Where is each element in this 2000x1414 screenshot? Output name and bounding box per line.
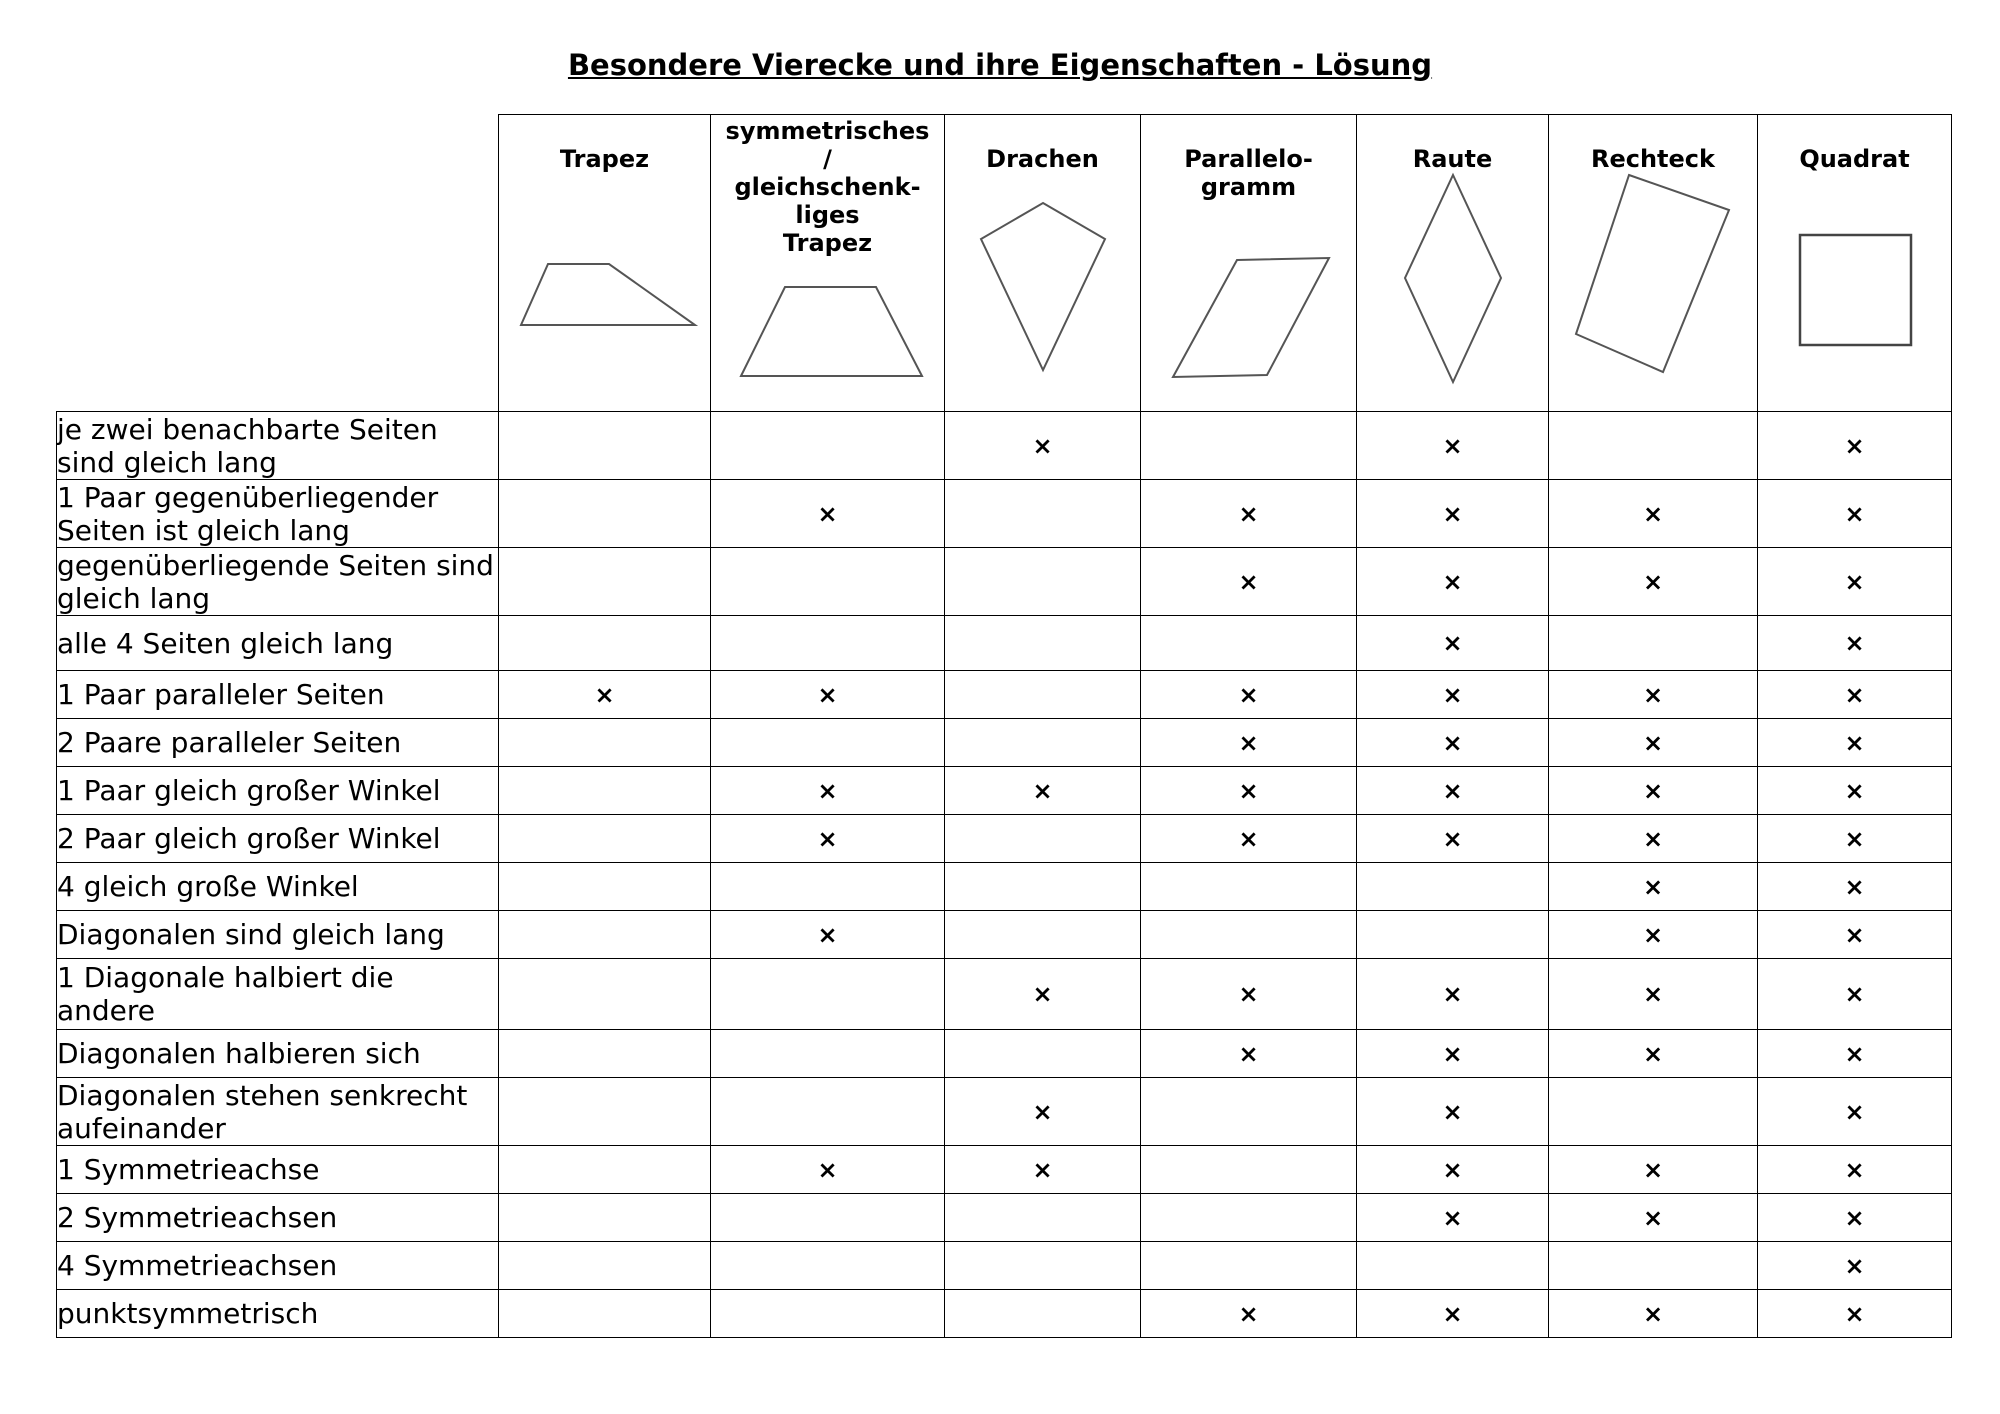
mark-cell <box>945 911 1141 959</box>
cross-mark-icon: × <box>1844 824 1865 853</box>
kite-icon <box>945 115 1141 412</box>
mark-cell <box>1549 863 1758 911</box>
cross-mark-icon: × <box>1844 1251 1865 1280</box>
cross-mark-icon: × <box>1844 920 1865 949</box>
mark-cell <box>499 1290 711 1338</box>
mark-cell <box>1758 1290 1952 1338</box>
table-row <box>57 959 1952 1030</box>
mark-cell <box>499 480 711 548</box>
table-row <box>57 671 1952 719</box>
mark-cell <box>711 412 945 480</box>
mark-cell <box>711 767 945 815</box>
mark-cell <box>1549 911 1758 959</box>
mark-cell <box>1758 1078 1952 1146</box>
column-name: Trapez <box>559 145 650 173</box>
cross-mark-icon: × <box>1844 1203 1865 1232</box>
mark-cell <box>1357 1242 1549 1290</box>
mark-cell <box>711 1030 945 1078</box>
mark-cell <box>1758 911 1952 959</box>
mark-cell <box>499 1242 711 1290</box>
header-row <box>57 115 1952 412</box>
cross-mark-icon: × <box>1442 1097 1463 1126</box>
isosceles-trapezoid-icon <box>711 115 945 412</box>
column-header-drachen <box>945 115 1141 412</box>
mark-cell <box>711 548 945 616</box>
mark-cell <box>1141 863 1357 911</box>
mark-cell <box>711 911 945 959</box>
cross-mark-icon: × <box>1442 629 1463 657</box>
mark-cell <box>1549 1290 1758 1338</box>
cross-mark-icon: × <box>1844 776 1865 805</box>
table-row <box>57 1146 1952 1194</box>
mark-cell <box>1758 719 1952 767</box>
cross-mark-icon: × <box>1032 776 1053 805</box>
table-row <box>57 1078 1952 1146</box>
mark-cell <box>499 1078 711 1146</box>
empty-corner-cell <box>57 115 499 412</box>
mark-cell <box>711 480 945 548</box>
property-label: 2 Symmetrieachsen <box>57 1194 499 1242</box>
mark-cell <box>1357 548 1549 616</box>
mark-cell <box>1141 767 1357 815</box>
mark-cell <box>945 480 1141 548</box>
cross-mark-icon: × <box>1442 499 1463 528</box>
table-row <box>57 548 1952 616</box>
mark-cell <box>499 1030 711 1078</box>
mark-cell <box>945 1146 1141 1194</box>
mark-cell <box>945 1242 1141 1290</box>
cross-mark-icon: × <box>1642 1155 1664 1184</box>
page-title: Besondere Vierecke und ihre Eigenschaften - Lösung <box>567 48 1433 82</box>
table-body <box>57 412 1952 1338</box>
cross-mark-icon: × <box>1238 1039 1259 1068</box>
mark-cell <box>499 412 711 480</box>
mark-cell <box>1549 671 1758 719</box>
mark-cell <box>711 1194 945 1242</box>
table-row <box>57 863 1952 911</box>
mark-cell <box>499 1146 711 1194</box>
cross-mark-icon: × <box>817 1155 838 1184</box>
mark-cell <box>1549 959 1758 1030</box>
table-row <box>57 1242 1952 1290</box>
mark-cell <box>945 671 1141 719</box>
mark-cell <box>1549 767 1758 815</box>
mark-cell <box>1141 548 1357 616</box>
cross-mark-icon: × <box>1442 1039 1463 1068</box>
property-label: punktsymmetrisch <box>57 1290 499 1338</box>
cross-mark-icon: × <box>1844 728 1865 757</box>
column-name: symmetrisches / gleichschenk- liges Trapez <box>725 117 930 257</box>
cross-mark-icon: × <box>1642 920 1664 949</box>
property-label: 1 Diagonale halbiert die andere <box>57 959 499 1030</box>
mark-cell <box>1549 1146 1758 1194</box>
mark-cell <box>945 719 1141 767</box>
property-label: Diagonalen stehen senkrecht aufeinander <box>57 1078 499 1146</box>
mark-cell <box>1758 412 1952 480</box>
cross-mark-icon: × <box>1238 728 1259 757</box>
mark-cell <box>1758 767 1952 815</box>
cross-mark-icon: × <box>1032 431 1053 460</box>
cross-mark-icon: × <box>1844 431 1865 460</box>
mark-cell <box>945 1290 1141 1338</box>
column-header-rechteck <box>1549 115 1758 412</box>
cross-mark-icon: × <box>817 824 838 853</box>
column-name: Drachen <box>986 145 1099 173</box>
cross-mark-icon: × <box>817 499 838 528</box>
mark-cell <box>1758 863 1952 911</box>
cross-mark-icon: × <box>1442 728 1463 757</box>
mark-cell <box>1758 548 1952 616</box>
table-row <box>57 480 1952 548</box>
cross-mark-icon: × <box>1844 980 1865 1008</box>
mark-cell <box>1549 1194 1758 1242</box>
cross-mark-icon: × <box>1442 431 1463 460</box>
cross-mark-icon: × <box>594 680 615 709</box>
table-row <box>57 815 1952 863</box>
table-row <box>57 1194 1952 1242</box>
table-row <box>57 911 1952 959</box>
mark-cell <box>1357 480 1549 548</box>
property-label: 4 Symmetrieachsen <box>57 1242 499 1290</box>
cross-mark-icon: × <box>1844 1097 1865 1126</box>
cross-mark-icon: × <box>1844 499 1865 528</box>
cross-mark-icon: × <box>1844 1155 1865 1184</box>
mark-cell <box>711 1078 945 1146</box>
square-icon <box>1758 115 1952 412</box>
table-row <box>57 719 1952 767</box>
mark-cell <box>1549 1242 1758 1290</box>
mark-cell <box>1141 1030 1357 1078</box>
table-row <box>57 412 1952 480</box>
mark-cell <box>1357 412 1549 480</box>
mark-cell <box>1141 959 1357 1030</box>
mark-cell <box>1141 671 1357 719</box>
cross-mark-icon: × <box>1032 980 1053 1008</box>
cross-mark-icon: × <box>1642 776 1664 805</box>
table-row <box>57 767 1952 815</box>
cross-mark-icon: × <box>1442 824 1463 853</box>
mark-cell <box>711 959 945 1030</box>
mark-cell <box>1549 412 1758 480</box>
cross-mark-icon: × <box>1844 680 1865 709</box>
cross-mark-icon: × <box>1238 824 1259 853</box>
parallelogram-icon <box>1141 115 1357 412</box>
mark-cell <box>499 863 711 911</box>
cross-mark-icon: × <box>1844 629 1865 657</box>
mark-cell <box>499 616 711 671</box>
mark-cell <box>1758 1242 1952 1290</box>
mark-cell <box>1141 1146 1357 1194</box>
cross-mark-icon: × <box>1032 1155 1053 1184</box>
cross-mark-icon: × <box>1642 567 1664 596</box>
mark-cell <box>1357 1290 1549 1338</box>
mark-cell <box>1549 815 1758 863</box>
cross-mark-icon: × <box>1238 499 1259 528</box>
cross-mark-icon: × <box>1642 1203 1664 1232</box>
cross-mark-icon: × <box>1642 1299 1664 1328</box>
mark-cell <box>711 1290 945 1338</box>
cross-mark-icon: × <box>1032 1097 1053 1126</box>
property-label: 1 Symmetrieachse <box>57 1146 499 1194</box>
mark-cell <box>1141 412 1357 480</box>
cross-mark-icon: × <box>1238 1299 1259 1328</box>
mark-cell <box>711 671 945 719</box>
cross-mark-icon: × <box>1442 1203 1463 1232</box>
cross-mark-icon: × <box>1642 824 1664 853</box>
cross-mark-icon: × <box>1238 680 1259 709</box>
column-header-parallelogramm <box>1141 115 1357 412</box>
mark-cell <box>499 548 711 616</box>
mark-cell <box>1357 616 1549 671</box>
mark-cell <box>1357 863 1549 911</box>
table-row <box>57 1030 1952 1078</box>
mark-cell <box>1357 671 1549 719</box>
property-label: alle 4 Seiten gleich lang <box>57 616 499 671</box>
column-header-symmetrisches-trapez <box>711 115 945 412</box>
table-row <box>57 616 1952 671</box>
mark-cell <box>499 767 711 815</box>
cross-mark-icon: × <box>1642 872 1664 901</box>
cross-mark-icon: × <box>1844 872 1865 901</box>
rhombus-icon <box>1357 115 1549 412</box>
cross-mark-icon: × <box>1844 1039 1865 1068</box>
mark-cell <box>1357 815 1549 863</box>
cross-mark-icon: × <box>1238 567 1259 596</box>
mark-cell <box>1357 719 1549 767</box>
mark-cell <box>711 616 945 671</box>
mark-cell <box>711 863 945 911</box>
property-label: je zwei benachbarte Seiten sind gleich lang <box>57 412 499 480</box>
mark-cell <box>1141 1242 1357 1290</box>
mark-cell <box>945 616 1141 671</box>
cross-mark-icon: × <box>1642 1039 1664 1068</box>
cross-mark-icon: × <box>1844 567 1865 596</box>
mark-cell <box>1758 1146 1952 1194</box>
property-label: 1 Paar gegenüberliegender Seiten ist gleich lang <box>57 480 499 548</box>
mark-cell <box>1758 480 1952 548</box>
rectangle-icon <box>1549 115 1758 412</box>
column-name: Rechteck <box>1590 145 1715 173</box>
mark-cell <box>711 815 945 863</box>
mark-cell <box>1758 959 1952 1030</box>
mark-cell <box>945 863 1141 911</box>
mark-cell <box>711 1146 945 1194</box>
mark-cell <box>1357 1030 1549 1078</box>
cross-mark-icon: × <box>1844 1299 1865 1328</box>
property-label: Diagonalen halbieren sich <box>57 1030 499 1078</box>
cross-mark-icon: × <box>1442 980 1463 1008</box>
mark-cell <box>945 767 1141 815</box>
cross-mark-icon: × <box>1442 680 1463 709</box>
mark-cell <box>1357 1078 1549 1146</box>
mark-cell <box>499 671 711 719</box>
mark-cell <box>945 412 1141 480</box>
cross-mark-icon: × <box>1442 776 1463 805</box>
property-label: Diagonalen sind gleich lang <box>57 911 499 959</box>
cross-mark-icon: × <box>817 680 838 709</box>
properties-table <box>56 114 1952 1338</box>
property-label: 1 Paar gleich großer Winkel <box>57 767 499 815</box>
cross-mark-icon: × <box>1238 980 1259 1008</box>
mark-cell <box>945 1194 1141 1242</box>
mark-cell <box>1141 616 1357 671</box>
mark-cell <box>1549 1030 1758 1078</box>
column-name: Raute <box>1412 145 1493 173</box>
mark-cell <box>1549 616 1758 671</box>
cross-mark-icon: × <box>1642 680 1664 709</box>
mark-cell <box>945 1030 1141 1078</box>
mark-cell <box>1549 719 1758 767</box>
mark-cell <box>499 911 711 959</box>
column-name: Quadrat <box>1799 145 1910 173</box>
mark-cell <box>1549 548 1758 616</box>
mark-cell <box>1141 1290 1357 1338</box>
mark-cell <box>945 815 1141 863</box>
column-header-quadrat <box>1758 115 1952 412</box>
cross-mark-icon: × <box>1642 980 1664 1008</box>
cross-mark-icon: × <box>1442 1299 1463 1328</box>
mark-cell <box>499 959 711 1030</box>
mark-cell <box>1357 1146 1549 1194</box>
mark-cell <box>1141 1078 1357 1146</box>
mark-cell <box>945 1078 1141 1146</box>
mark-cell <box>1141 815 1357 863</box>
cross-mark-icon: × <box>1642 499 1664 528</box>
table-row <box>57 1290 1952 1338</box>
property-label: 1 Paar paralleler Seiten <box>57 671 499 719</box>
mark-cell <box>1357 1194 1549 1242</box>
mark-cell <box>1758 671 1952 719</box>
mark-cell <box>1357 911 1549 959</box>
mark-cell <box>711 1242 945 1290</box>
mark-cell <box>499 815 711 863</box>
mark-cell <box>711 719 945 767</box>
mark-cell <box>1758 815 1952 863</box>
cross-mark-icon: × <box>817 776 838 805</box>
property-label: 4 gleich große Winkel <box>57 863 499 911</box>
mark-cell <box>1549 1078 1758 1146</box>
mark-cell <box>1357 959 1549 1030</box>
column-header-raute <box>1357 115 1549 412</box>
mark-cell <box>1357 767 1549 815</box>
mark-cell <box>945 548 1141 616</box>
mark-cell <box>1758 616 1952 671</box>
cross-mark-icon: × <box>1442 567 1463 596</box>
mark-cell <box>1141 1194 1357 1242</box>
mark-cell <box>945 959 1141 1030</box>
mark-cell <box>1758 1030 1952 1078</box>
mark-cell <box>1141 911 1357 959</box>
cross-mark-icon: × <box>1442 1155 1463 1184</box>
mark-cell <box>1758 1194 1952 1242</box>
mark-cell <box>499 1194 711 1242</box>
property-label: gegenüberliegende Seiten sind gleich lang <box>57 548 499 616</box>
mark-cell <box>1549 480 1758 548</box>
column-header-trapez <box>499 115 711 412</box>
mark-cell <box>499 719 711 767</box>
property-label: 2 Paare paralleler Seiten <box>57 719 499 767</box>
cross-mark-icon: × <box>1642 728 1664 757</box>
cross-mark-icon: × <box>1238 776 1259 805</box>
trapezoid-icon <box>499 115 711 412</box>
mark-cell <box>1141 719 1357 767</box>
cross-mark-icon: × <box>817 920 838 949</box>
property-label: 2 Paar gleich großer Winkel <box>57 815 499 863</box>
column-name: Parallelo- gramm <box>1184 145 1313 201</box>
mark-cell <box>1141 480 1357 548</box>
